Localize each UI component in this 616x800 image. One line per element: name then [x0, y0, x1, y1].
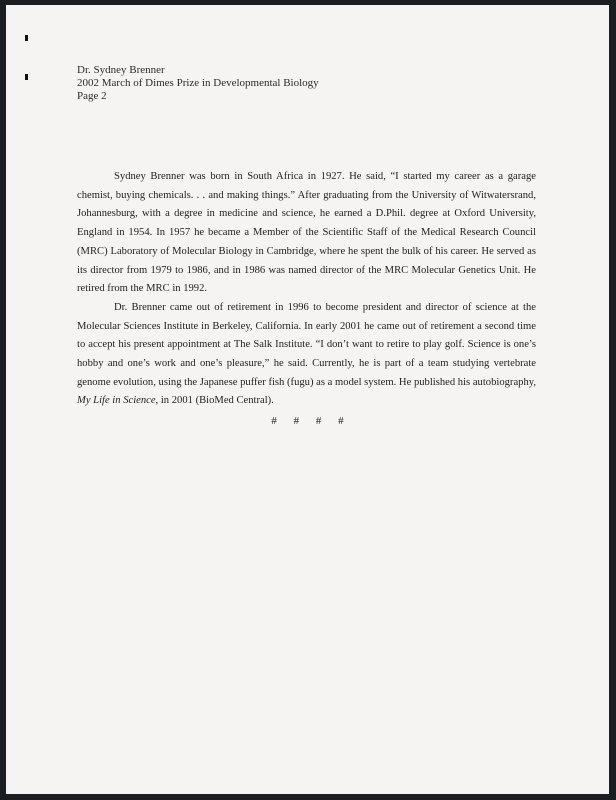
paragraph-1 [77, 168, 536, 299]
paragraph-1-text: Sydney Brenner was born in South Africa in 1927. He said, “I started my career as a garage chemist, buying chemicals. . . and making things.” After graduating from the University of Witwatersrand, Johannesburg, with a degree in medicine and science, he earned a D.Phil. degree at Oxford University, England in 1954. In 1957 he became a Member of the Scientific Staff of the Medical Research Council (MRC) Laboratory of Molecular Biology in Cambridge, where he spent the bulk of his career. He served as its director from 1979 to 1986, and in 1986 was named director of the MRC Molecular Genetics Unit. He retired from the MRC in 1992. [77, 171, 536, 295]
paragraph-2-tail: , in 2001 (BioMed Central). [155, 395, 274, 407]
book-title: My Life in Science [77, 395, 156, 407]
document-page [6, 5, 609, 794]
paragraph-2-text: Dr. Brenner came out of retirement in 1996 to become president and director of science at the Molecular Sciences Institute in Berkeley, California. In early 2001 he came out of retirement a second time to accept his present appointment at The Salk Institute. “I don’t want to retire to play golf. Science is one’s hobby and one’s work and one’s pleasure,” he said. Currently, he is part of a team studying vertebrate genome evolution, using the Japanese puffer fish (fugu) as a model system. He published his autobiography, [77, 301, 536, 388]
end-marks: # # # # [271, 415, 344, 427]
header-prize: 2002 March of Dimes Prize in Developmental Biology [77, 77, 319, 89]
paragraph-2 [77, 299, 536, 411]
punch-hole-mark [25, 35, 28, 41]
body-text [77, 168, 536, 411]
header-page-number: Page 2 [77, 90, 107, 102]
page-header [77, 64, 319, 103]
header-name: Dr. Sydney Brenner [77, 64, 165, 76]
punch-hole-mark [25, 74, 28, 80]
